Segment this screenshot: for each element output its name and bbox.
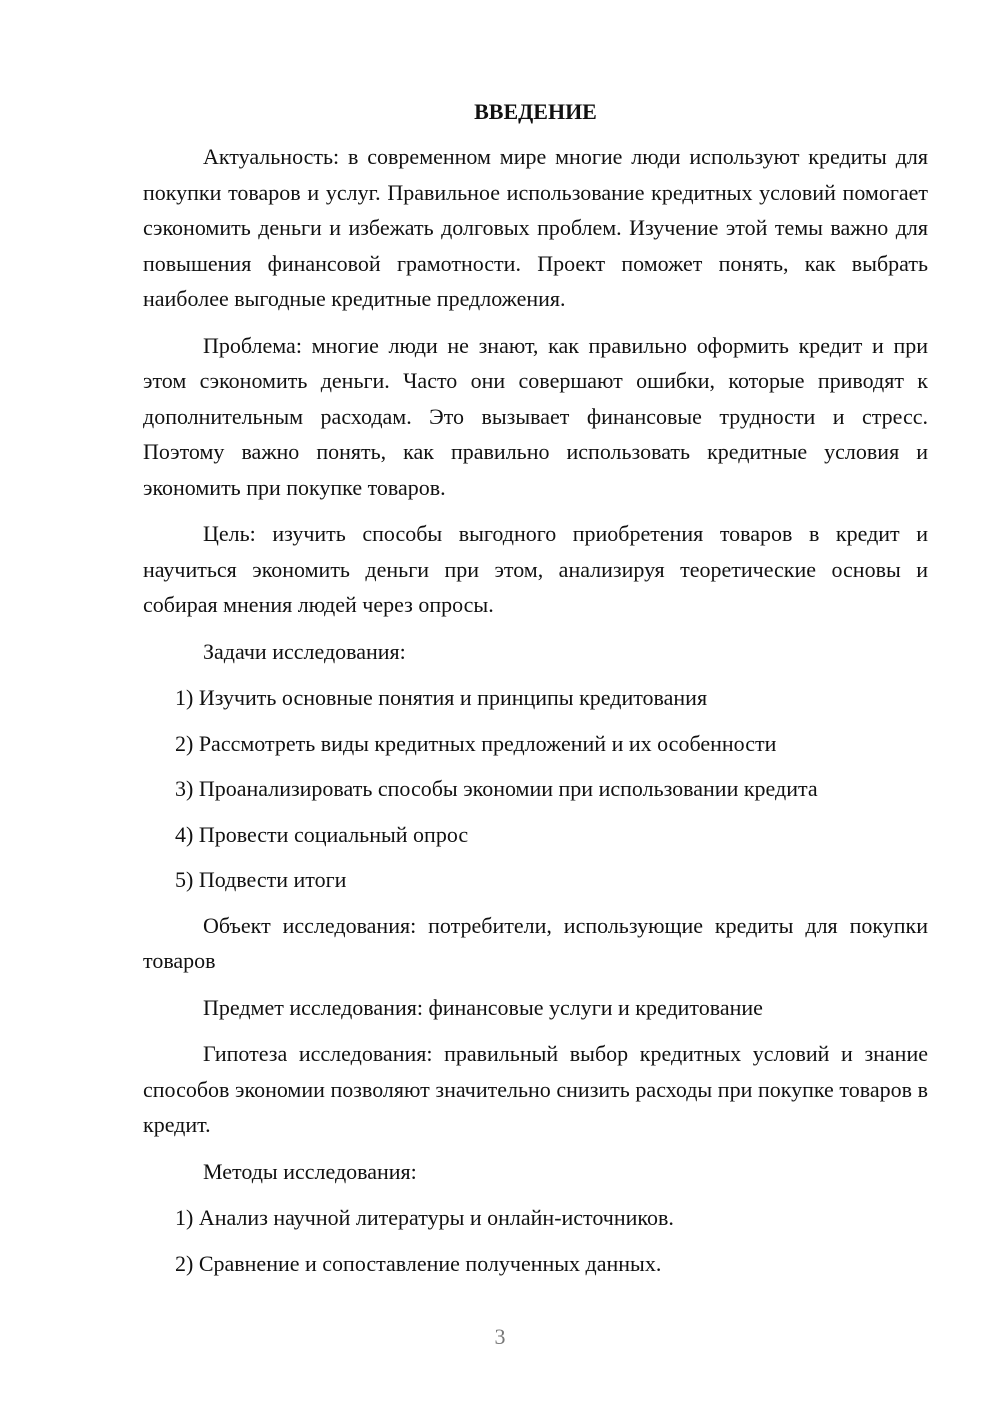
paragraph-subject: Предмет исследования: финансовые услуги и кредитование [203,994,763,1020]
tasks-list [143,680,928,898]
list-item: 1) Анализ научной литературы и онлайн-источников. [175,1205,674,1230]
page-number: 3 [494,1324,506,1349]
paragraph-goal: Цель: изучить способы выгодного приобретения товаров в кредит и научиться экономить деньги при этом, анализируя теоретические основы и собирая мнения людей через опросы. [143,521,928,617]
page-content [143,94,928,1291]
list-item: 1) Изучить основные понятия и принципы кредитования [175,685,708,710]
page-title: ВВЕДЕНИЕ [474,99,597,124]
paragraph-hypothesis: Гипотеза исследования: правильный выбор кредитных условий и знание способов экономии позволяют значительно снизить расходы при покупке товаров в кредит. [143,1041,928,1137]
methods-heading: Методы исследования: [203,1158,417,1184]
list-item: 2) Рассмотреть виды кредитных предложений и их особенности [175,730,777,756]
paragraph-object: Объект исследования: потребители, использующие кредиты для покупки товаров [143,912,928,973]
list-item: 5) Подвести итоги [175,867,347,892]
paragraph-relevance: Актуальность: в современном мире многие люди используют кредиты для покупки товаров и услуг. Правильное использование кредитных условий помогает сэкономить деньги и избежать долговых проблем. Изучение этой темы важно для повышения финансовой грамотности. Проект поможет понять, как выбрать наиболее выгодные кредитные предложения. [143,144,928,311]
list-item: 3) Проанализировать способы экономии при использовании кредита [175,776,818,801]
list-item: 4) Провести социальный опрос [175,821,469,847]
tasks-heading: Задачи исследования: [203,638,406,664]
paragraph-problem: Проблема: многие люди не знают, как правильно оформить кредит и при этом сэкономить деньги. Часто они совершают ошибки, которые приводят к дополнительным расходам. Это вызывает финансовые трудности и стресс. Поэтому важно понять, как правильно использовать кредитные условия и экономить при покупке товаров. [143,332,928,500]
list-item: 2) Сравнение и сопоставление полученных данных. [175,1250,662,1276]
methods-list [143,1200,928,1281]
